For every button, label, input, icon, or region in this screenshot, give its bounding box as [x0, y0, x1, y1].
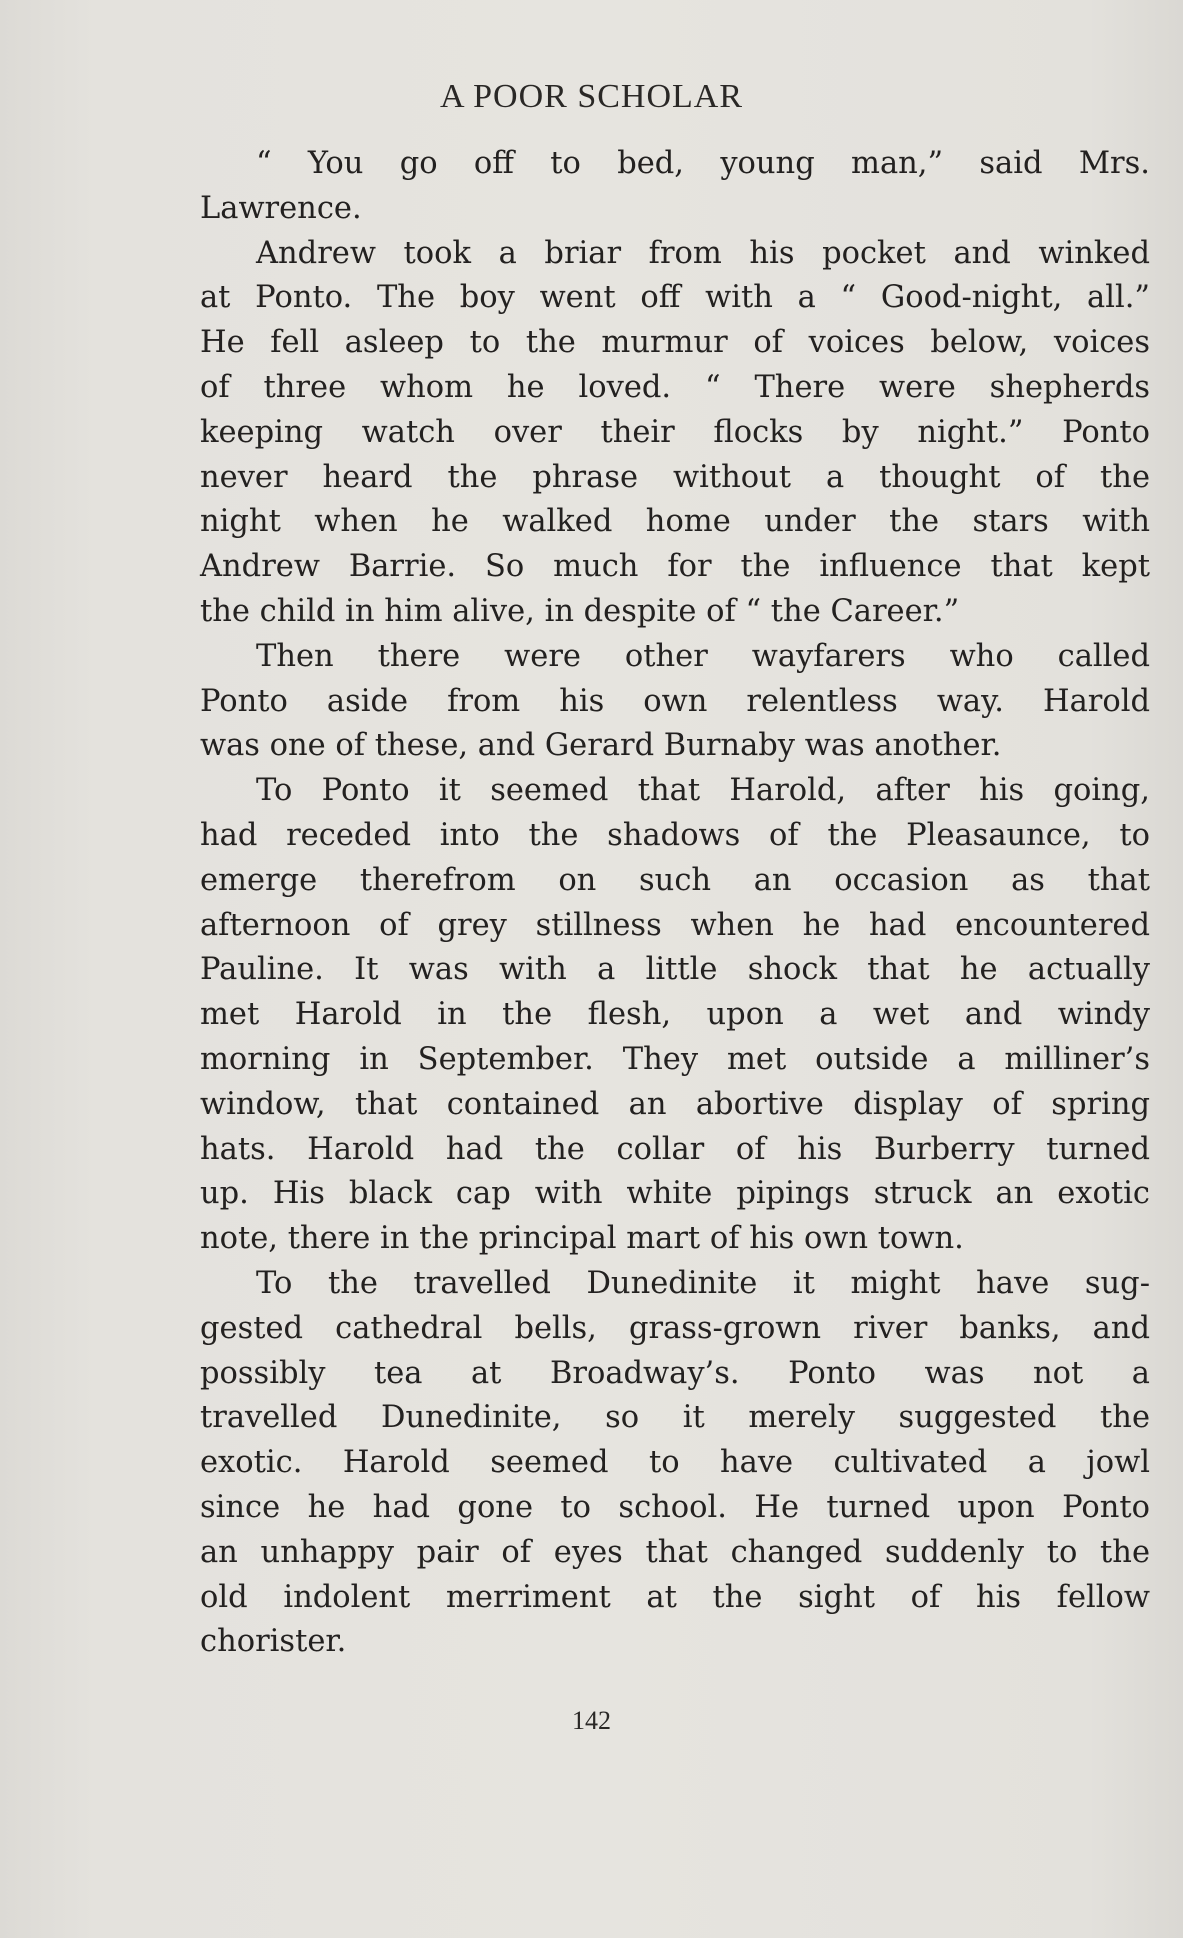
- text-line: was one of these, and Gerard Burnaby was another.: [200, 728, 1002, 764]
- text-line: window, that contained an abortive display of spring: [200, 1086, 1150, 1122]
- page-number: 142: [572, 1706, 611, 1735]
- text-line: travelled Dunedinite, so it merely suggested the: [200, 1400, 1150, 1436]
- text-line: never heard the phrase without a thought of the: [200, 459, 1150, 495]
- text-line: possibly tea at Broadway’s. Ponto was not a: [200, 1355, 1150, 1391]
- text-line: note, there in the principal mart of his own town.: [200, 1221, 964, 1257]
- text-line: Andrew took a briar from his pocket and winked: [256, 235, 1150, 271]
- text-line: Then there were other wayfarers who called: [256, 638, 1150, 674]
- text-line: Pauline. It was with a little shock that he actually: [200, 952, 1150, 988]
- text-line: at Ponto. The boy went off with a “ Good-night, all.”: [200, 280, 1150, 316]
- text-line: met Harold in the flesh, upon a wet and windy: [200, 997, 1150, 1033]
- text-line: of three whom he loved. “ There were shepherds: [200, 369, 1150, 405]
- text-line: Lawrence.: [200, 190, 362, 226]
- text-line: had receded into the shadows of the Pleasaunce, to: [200, 817, 1150, 853]
- text-line: Andrew Barrie. So much for the influence that kept: [200, 549, 1150, 585]
- text-line: Ponto aside from his own relentless way. Harold: [200, 683, 1150, 719]
- text-line: afternoon of grey stillness when he had encountered: [200, 907, 1150, 943]
- text-line: chorister.: [200, 1624, 347, 1660]
- text-line: old indolent merriment at the sight of his fellow: [200, 1579, 1150, 1615]
- text-line: To Ponto it seemed that Harold, after his going,: [256, 773, 1150, 809]
- text-line: exotic. Harold seemed to have cultivated a jowl: [200, 1445, 1150, 1481]
- text-line: since he had gone to school. He turned upon Ponto: [200, 1489, 1150, 1525]
- text-line: “ You go off to bed, young man,” said Mrs.: [256, 146, 1150, 181]
- body-text: [200, 142, 1150, 1665]
- text-line: keeping watch over their flocks by night.” Ponto: [200, 414, 1150, 450]
- text-line: the child in him alive, in despite of “ the Career.”: [200, 593, 960, 629]
- text-line: an unhappy pair of eyes that changed suddenly to the: [200, 1534, 1150, 1570]
- text-line: hats. Harold had the collar of his Burberry turned: [200, 1131, 1150, 1167]
- text-line: emerge therefrom on such an occasion as that: [200, 862, 1150, 898]
- text-line: gested cathedral bells, grass-grown river banks, and: [200, 1310, 1150, 1346]
- text-line: up. His black cap with white pipings struck an exotic: [200, 1176, 1150, 1212]
- text-line: He fell asleep to the murmur of voices below, voices: [200, 325, 1150, 361]
- text-line: morning in September. They met outside a milliner’s: [200, 1041, 1150, 1077]
- running-head: A POOR SCHOLAR: [439, 78, 744, 115]
- text-line: night when he walked home under the stars with: [200, 504, 1150, 540]
- text-line: To the travelled Dunedinite it might have sug-: [256, 1265, 1150, 1301]
